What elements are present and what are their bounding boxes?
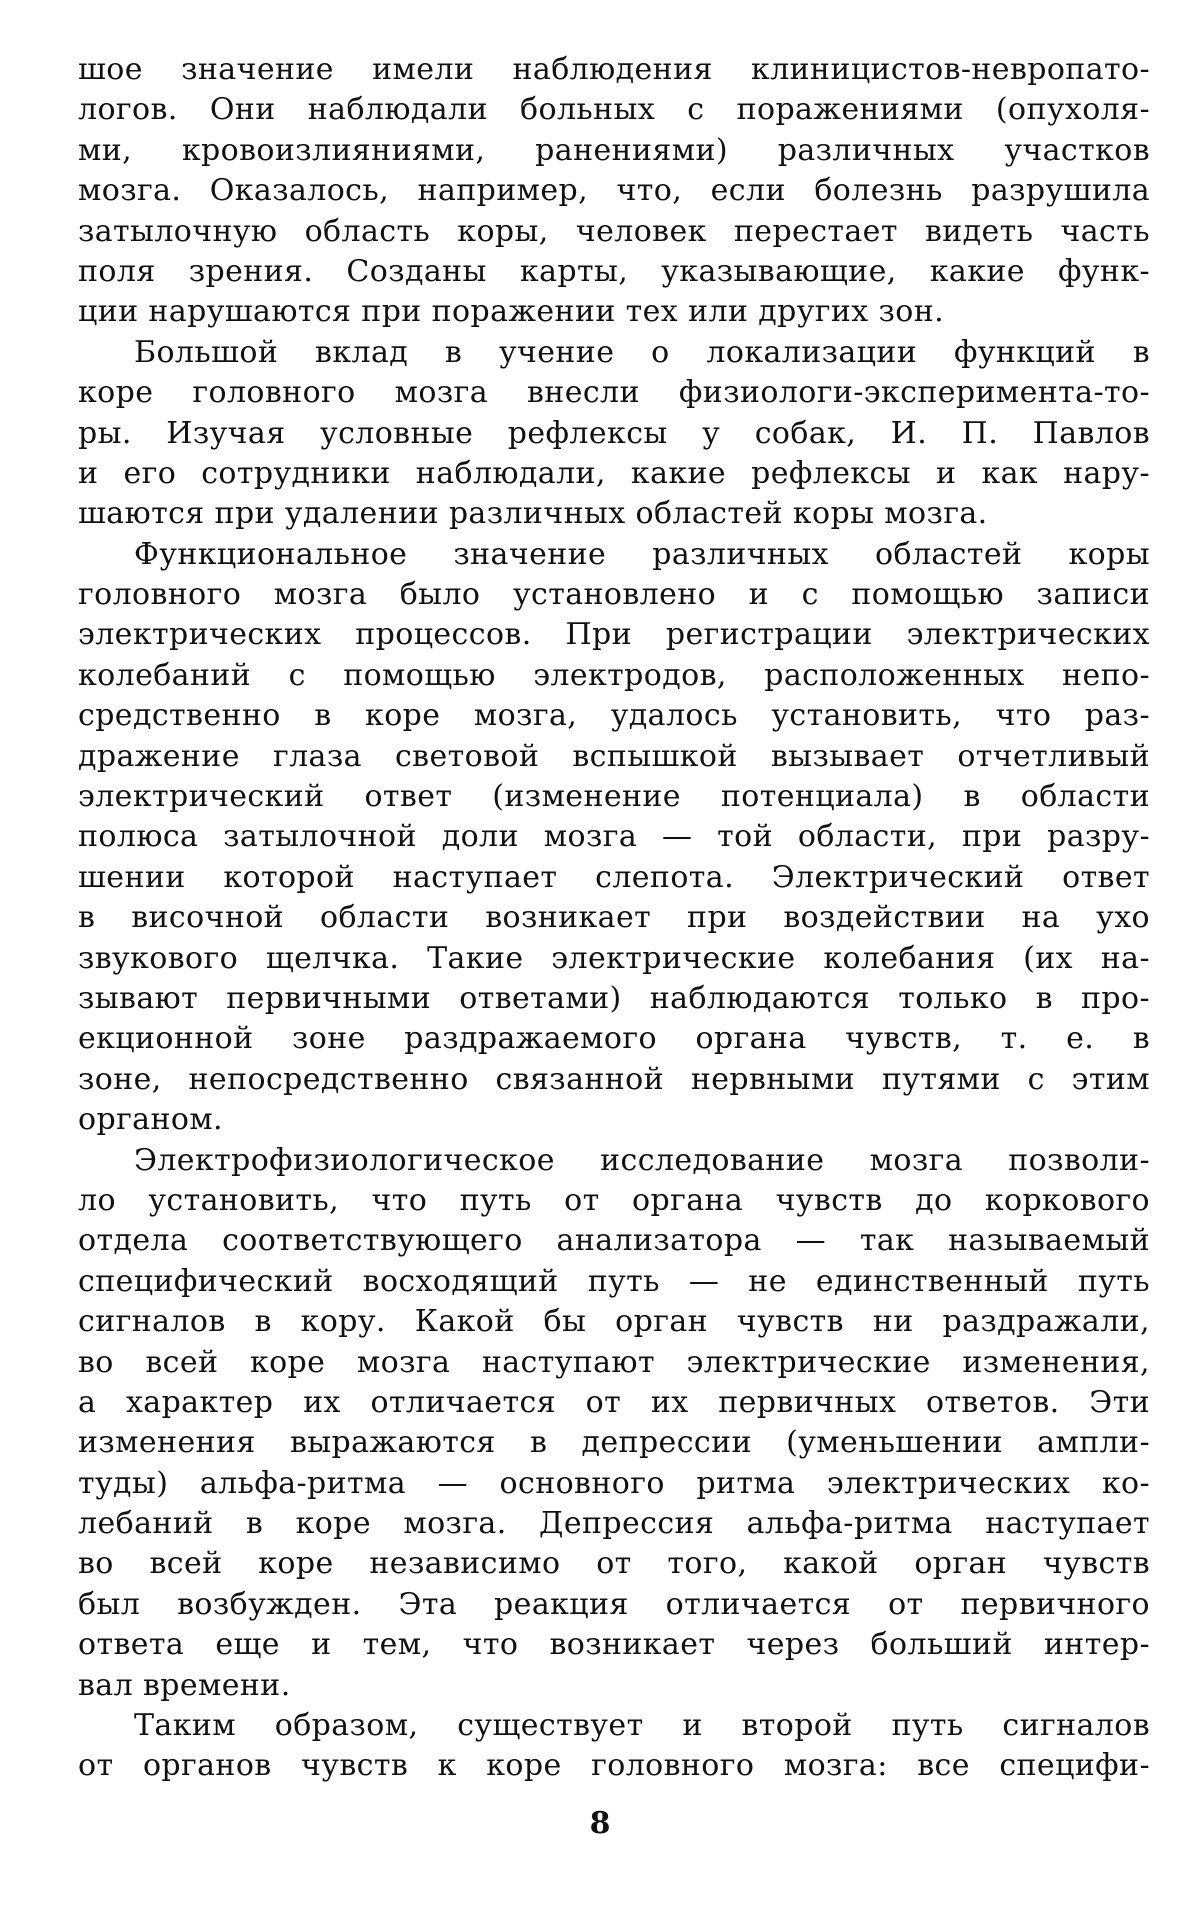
text-line: коре головного мозга внесли физиологи-эксперимента-то- xyxy=(78,375,1150,411)
text-line: электрический ответ (изменение потенциала) в области xyxy=(78,779,1150,815)
text-line: логов. Они наблюдали больных с поражениями (опухоля- xyxy=(78,92,1150,128)
text-line: лебаний в коре мозга. Депрессия альфа-ритма наступает xyxy=(78,1506,1150,1542)
text-line: поля зрения. Созданы карты, указывающие, какие функ- xyxy=(78,253,1150,289)
text-line: затылочную область коры, человек перестает видеть часть xyxy=(78,213,1150,249)
text-line: специфический восходящий путь — не единственный путь xyxy=(78,1263,1150,1299)
text-line: и его сотрудники наблюдали, какие рефлексы и как нару- xyxy=(78,455,1150,491)
text-line: сигналов в кору. Какой бы орган чувств ни раздражали, xyxy=(78,1304,1150,1340)
text-line: ми, кровоизлияниями, ранениями) различных участков xyxy=(78,132,1150,168)
text-line: Функциональное значение различных областей коры xyxy=(134,536,1150,572)
text-line: органом. xyxy=(78,1102,223,1138)
text-line: Таким образом, существует и второй путь сигналов xyxy=(134,1708,1150,1744)
text-line: зывают первичными ответами) наблюдаются только в про- xyxy=(78,980,1150,1016)
text-line: электрических процессов. При регистрации электрических xyxy=(78,617,1150,653)
text-line: ответа еще и тем, что возникает через больший интер- xyxy=(78,1627,1150,1663)
text-line: дражение глаза световой вспышкой вызывает отчетливый xyxy=(78,738,1150,774)
text-line: вал времени. xyxy=(78,1667,291,1703)
text-line: шаются при удалении различных областей коры мозга. xyxy=(78,496,988,532)
text-line: а характер их отличается от их первичных ответов. Эти xyxy=(78,1384,1150,1420)
paragraph-2 xyxy=(78,333,1150,535)
text-line: звукового щелчка. Такие электрические колебания (их на- xyxy=(78,940,1150,976)
text-line: туды) альфа-ритма — основного ритма электрических ко- xyxy=(78,1465,1150,1501)
paragraph-1 xyxy=(78,50,1150,333)
text-line: от органов чувств к коре головного мозга: все специфи- xyxy=(78,1748,1150,1784)
text-line: головного мозга было установлено и с помощью записи xyxy=(78,577,1150,613)
book-page xyxy=(78,50,1150,1910)
text-line: ло установить, что путь от органа чувств до коркового xyxy=(78,1182,1150,1218)
text-line: шении которой наступает слепота. Электрический ответ xyxy=(78,859,1150,895)
text-line: мозга. Оказалось, например, что, если болезнь разрушила xyxy=(78,173,1150,209)
text-line: средственно в коре мозга, удалось установить, что раз- xyxy=(78,698,1150,734)
text-line: зоне, непосредственно связанной нервными путями с этим xyxy=(78,1061,1150,1097)
text-line: во всей коре мозга наступают электрические изменения, xyxy=(78,1344,1150,1380)
text-line: шое значение имели наблюдения клиницистов-невропато- xyxy=(78,52,1150,87)
text-line: екционной зоне раздражаемого органа чувств, т. е. в xyxy=(78,1021,1150,1057)
text-line: во всей коре независимо от того, какой орган чувств xyxy=(78,1546,1150,1582)
text-line: Электрофизиологическое исследование мозга позволи- xyxy=(134,1142,1150,1178)
paragraph-4 xyxy=(78,1141,1150,1706)
text-line: ры. Изучая условные рефлексы у собак, И. П. Павлов xyxy=(78,415,1150,451)
text-line: в височной области возникает при воздействии на ухо xyxy=(78,900,1150,936)
text-line: Большой вклад в учение о локализации функций в xyxy=(134,334,1150,370)
paragraph-3 xyxy=(78,535,1150,1141)
text-line: изменения выражаются в депрессии (уменьшении ампли- xyxy=(78,1425,1150,1461)
page-number: 8 xyxy=(589,1806,611,1841)
text-line: отдела соответствующего анализатора — так называемый xyxy=(78,1223,1150,1259)
paragraph-5 xyxy=(78,1706,1150,1787)
text-line: колебаний с помощью электродов, расположенных непо- xyxy=(78,657,1150,693)
text-line: ции нарушаются при поражении тех или других зон. xyxy=(78,294,945,330)
text-line: полюса затылочной доли мозга — той области, при разру- xyxy=(78,819,1150,855)
text-line: был возбужден. Эта реакция отличается от первичного xyxy=(78,1586,1150,1622)
